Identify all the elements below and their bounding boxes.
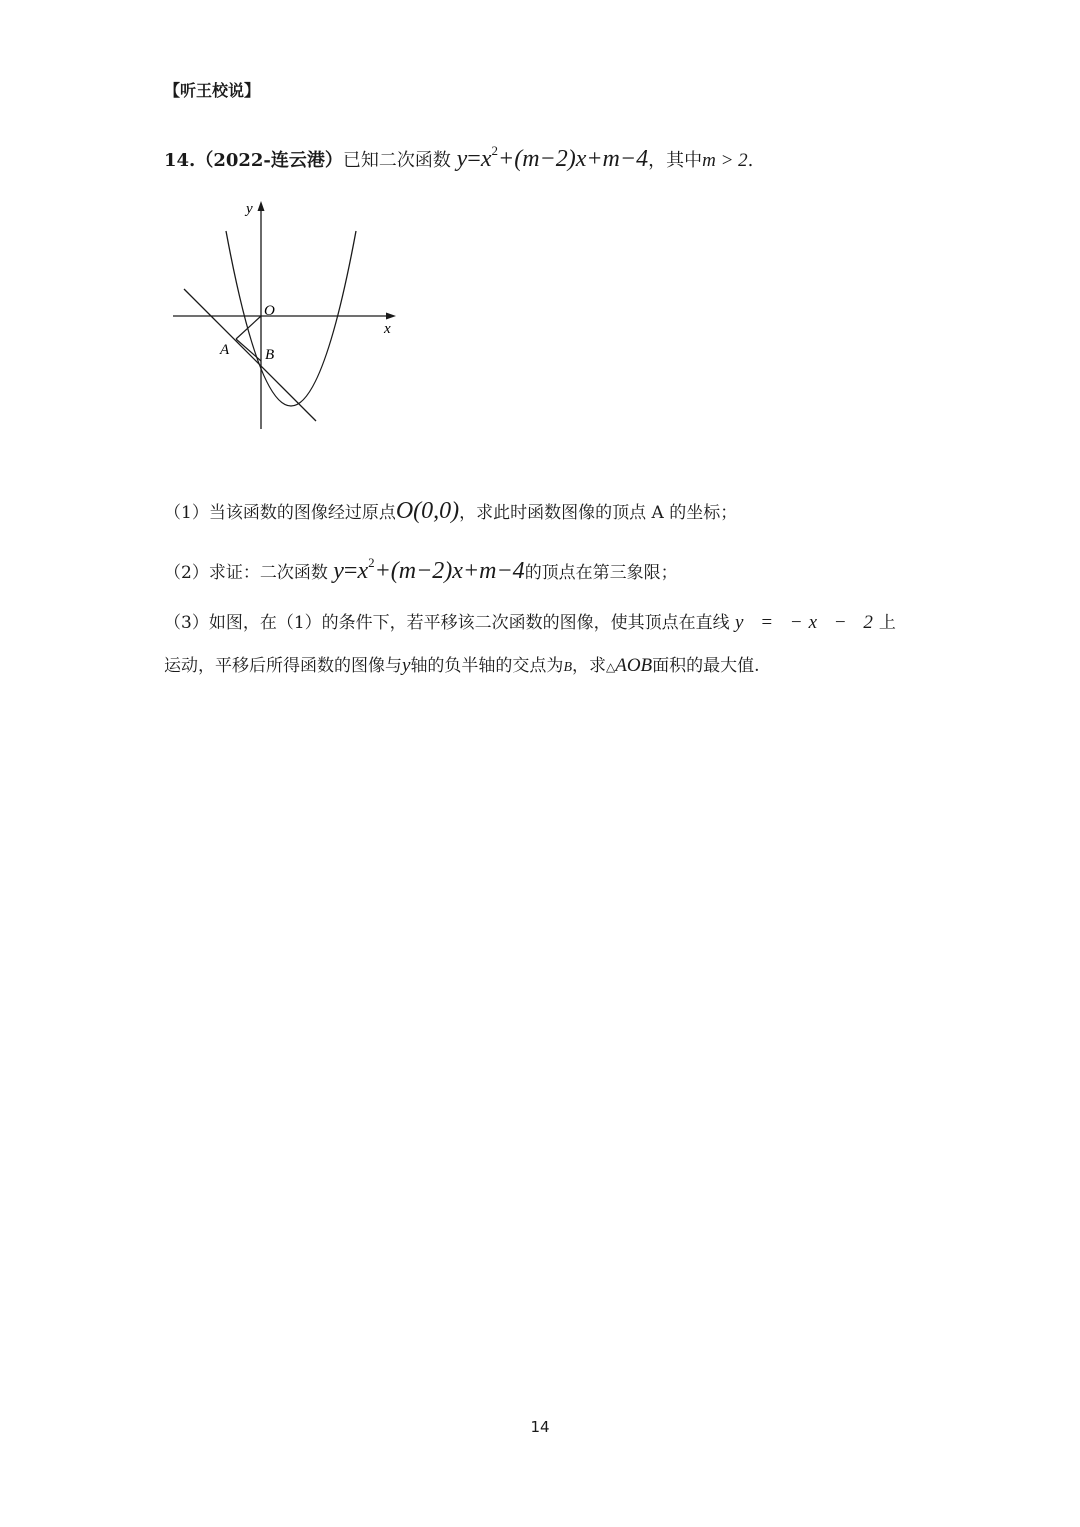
point-b-label: B	[265, 347, 275, 363]
parabola-curve	[226, 231, 356, 406]
formula-exponent: 2	[491, 143, 498, 158]
y-axis-label: y	[246, 201, 253, 217]
q1-origin-math: O(0,0)	[395, 498, 460, 524]
q3-line1-suffix: 上	[878, 613, 896, 633]
condition-text: ，其中	[648, 150, 703, 171]
q3-b-symbol: B	[563, 660, 572, 675]
q2-formula-y: y	[333, 558, 344, 584]
question-2	[164, 555, 678, 585]
q2-formula-x: x	[357, 558, 369, 584]
triangle-symbol: △	[606, 660, 616, 674]
formula-y: y	[456, 146, 468, 172]
q1-prefix: （1）当该函数的图像经过原点	[164, 503, 396, 523]
question-3-line-1	[164, 608, 896, 634]
q3-line2-mid2: ，求	[572, 656, 606, 676]
q2-formula-rest: +(m−2)x+m−4	[374, 558, 525, 584]
y-axis-arrow	[258, 201, 265, 211]
q3-line-equation: y = −x − 2	[735, 612, 879, 633]
q3-line2-prefix: 运动，平移后所得函数的图像与	[164, 656, 402, 676]
segment-oa	[236, 316, 261, 339]
parabola-figure	[168, 193, 404, 433]
q2-formula-exponent: 2	[368, 555, 375, 570]
q3-y-symbol: y	[402, 655, 411, 676]
q2-suffix: 的顶点在第三象限；	[524, 563, 678, 583]
problem-number: 14.	[164, 150, 196, 171]
q2-formula-eq: =	[343, 558, 358, 584]
line-y-neg-x-minus-2	[184, 289, 316, 421]
origin-label: O	[264, 303, 275, 319]
condition-math: m > 2	[702, 150, 748, 171]
segment-ab	[236, 339, 261, 361]
q2-prefix: （2）求证：二次函数	[164, 563, 328, 583]
q3-line2-suffix: 面积的最大值.	[652, 656, 760, 676]
formula-x: x	[480, 146, 492, 172]
x-axis-arrow	[386, 313, 396, 320]
q1-suffix: ，求此时函数图像的顶点 A 的坐标；	[459, 503, 738, 523]
q3-aob-symbol: AOB	[615, 655, 653, 676]
formula-rest: +(m−2)x+m−4	[498, 146, 649, 172]
q3-line1-prefix: （3）如图，在（1）的条件下，若平移该二次函数的图像，使其顶点在直线	[164, 613, 730, 633]
question-3-line-2	[164, 651, 760, 677]
formula-eq: =	[467, 146, 481, 172]
q2-formula	[333, 555, 525, 584]
function-formula	[456, 143, 649, 172]
q3-line2-mid: 轴的负半轴的交点为	[410, 656, 564, 676]
page-number: 14	[530, 1418, 550, 1436]
x-axis-label: x	[384, 321, 391, 337]
problem-statement	[164, 143, 753, 173]
period: .	[747, 150, 754, 171]
problem-source: （2022-连云港）	[195, 150, 343, 171]
header-label: 【听王校说】	[164, 81, 261, 100]
question-1	[164, 498, 737, 525]
problem-intro: 已知二次函数	[342, 150, 451, 171]
point-a-label: A	[220, 342, 230, 358]
